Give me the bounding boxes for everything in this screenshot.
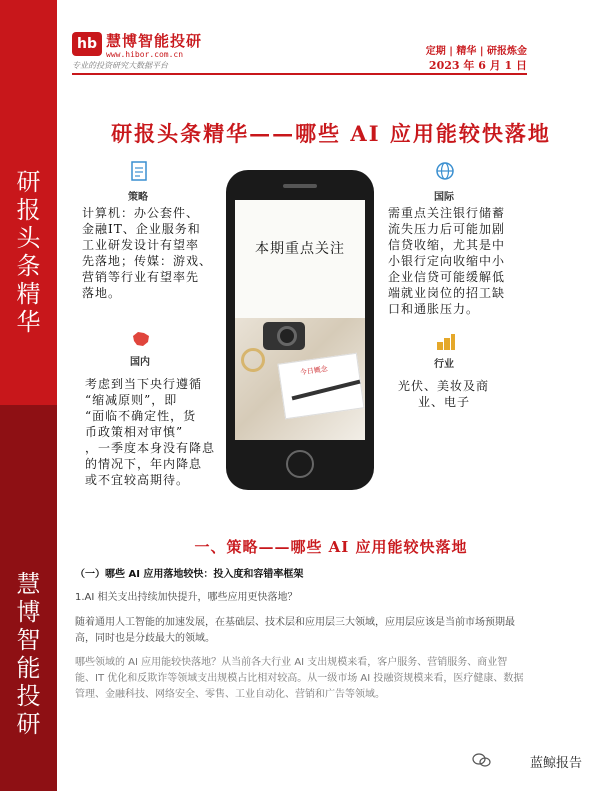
china-map-icon: [130, 328, 152, 350]
quadrant-text-industry: [398, 378, 528, 410]
text-line: “面临不确定性，货: [85, 409, 197, 423]
header-tags: 定期 | 精华 | 研报炼金: [425, 46, 527, 57]
quadrant-text-strategy: [82, 205, 222, 301]
sidebar-char: 报: [16, 196, 41, 224]
paragraph-2: 随着通用人工智能的加速发展，在基础层、技术层和应用层三大领域，应用层应该是当前市场预期最高，同时也是分歧最大的领域。: [75, 617, 515, 644]
text-line: 业、电子: [418, 395, 471, 409]
phone-home-button: [286, 450, 314, 478]
note-paper: [277, 353, 364, 420]
sidebar-char: 头: [16, 224, 41, 252]
quadrant-label-industry: 行业: [434, 359, 454, 370]
text-line: 营销等行业有望率先: [82, 270, 200, 284]
sidebar-char: 研: [16, 168, 41, 196]
quadrant-label-strategy: 策略: [128, 192, 148, 203]
sidebar-char: 条: [16, 252, 41, 280]
text-line: 考虑到当下央行遵循: [85, 377, 203, 391]
text-line: 企业信贷可能缓解低: [388, 270, 506, 284]
document-icon: [128, 160, 150, 182]
sidebar-char: 能: [16, 654, 41, 682]
infographic-title: 研报头条精华——哪些 AI 应用能较快落地: [111, 121, 551, 146]
sidebar-bottom-label: [0, 570, 57, 738]
section-title: 一、策略——哪些 AI 应用能较快落地: [194, 538, 468, 556]
text-line: 信贷收缩，尤其是中: [388, 238, 506, 252]
paper-tag: 今日概念: [299, 364, 329, 377]
text-line: 计算机：办公套件、: [82, 206, 200, 220]
camera-lens-icon: [277, 326, 297, 346]
text-line: 的情况下，年内降息: [85, 457, 203, 471]
text-line: 需重点关注银行储蓄: [388, 206, 506, 220]
text-line: 端就业岗位的招工缺: [388, 286, 506, 300]
paragraph-3: 哪些领域的 AI 应用能较快落地？从当前各大行业 AI 支出规模来看，客户服务、营销服务、商业智能、IT 优化和反欺诈等领域支出规模占比相对较高。从一级市场 AI 投融资规模来看，医疗健康、数据管理、金融科技、网络安全、零售、工业自动化、营销和广告等领域。: [75, 657, 524, 700]
sidebar-char: 慧: [16, 570, 41, 598]
text-line: ，一季度本身没有降息: [85, 441, 216, 455]
logo-tagline: 专业的投资研究大数据平台: [72, 61, 168, 70]
text-line: 小银行定向收缩中小: [388, 254, 506, 268]
wechat-icon: [472, 752, 492, 768]
subsection-title: （一）哪些 AI 应用落地较快：投入度和容错率框架: [75, 569, 304, 580]
logo-mark: hb: [72, 32, 102, 56]
quadrant-text-domestic: [85, 376, 225, 488]
text-line: 工业研发设计有望率: [82, 238, 200, 252]
coins-icon: [434, 330, 456, 352]
text-line: 光伏、美妆及商: [398, 379, 490, 393]
quadrant-label-international: 国际: [434, 192, 454, 203]
sidebar-top-label: [0, 168, 57, 336]
globe-icon: [434, 160, 456, 182]
sidebar-char: 研: [16, 710, 41, 738]
header-divider: [72, 73, 527, 75]
text-line: 先落地；传媒：游戏、: [82, 254, 213, 268]
watermark: 蓝鲸报告: [529, 756, 582, 771]
logo-url[interactable]: www.hibor.com.cn: [106, 50, 184, 59]
quadrant-text-international: [388, 205, 533, 317]
phone-illustration: [226, 170, 374, 490]
sidebar-char: 博: [16, 598, 41, 626]
text-line: 或不宜较高期待。: [85, 473, 190, 487]
text-line: 口和通胀压力。: [388, 302, 480, 316]
quadrant-label-domestic: 国内: [130, 357, 150, 368]
text-line: 流失压力后可能加剧: [388, 222, 506, 236]
sidebar-char: 精: [16, 280, 41, 308]
paragraph-1: 1.AI 相关支出持续加快提升，哪些应用更快落地？: [75, 592, 298, 603]
header-date: 2023 年 6 月 1 日: [428, 59, 527, 72]
phone-speaker: [283, 184, 317, 188]
sidebar-char: 投: [16, 682, 41, 710]
text-line: 落地。: [82, 286, 122, 300]
text-line: 币政策相对审慎”: [85, 425, 184, 439]
ring-icon: [241, 348, 265, 372]
logo-name: 慧博智能投研: [106, 32, 203, 50]
phone-screen: [235, 200, 365, 440]
text-line: 金融IT、企业服务和: [82, 222, 201, 236]
sidebar-char: 智: [16, 626, 41, 654]
text-line: “缩减原则”，即: [85, 393, 178, 407]
sidebar-char: 华: [16, 308, 41, 336]
desk-photo: [235, 318, 365, 440]
phone-screen-text: 本期重点关注: [255, 241, 345, 257]
